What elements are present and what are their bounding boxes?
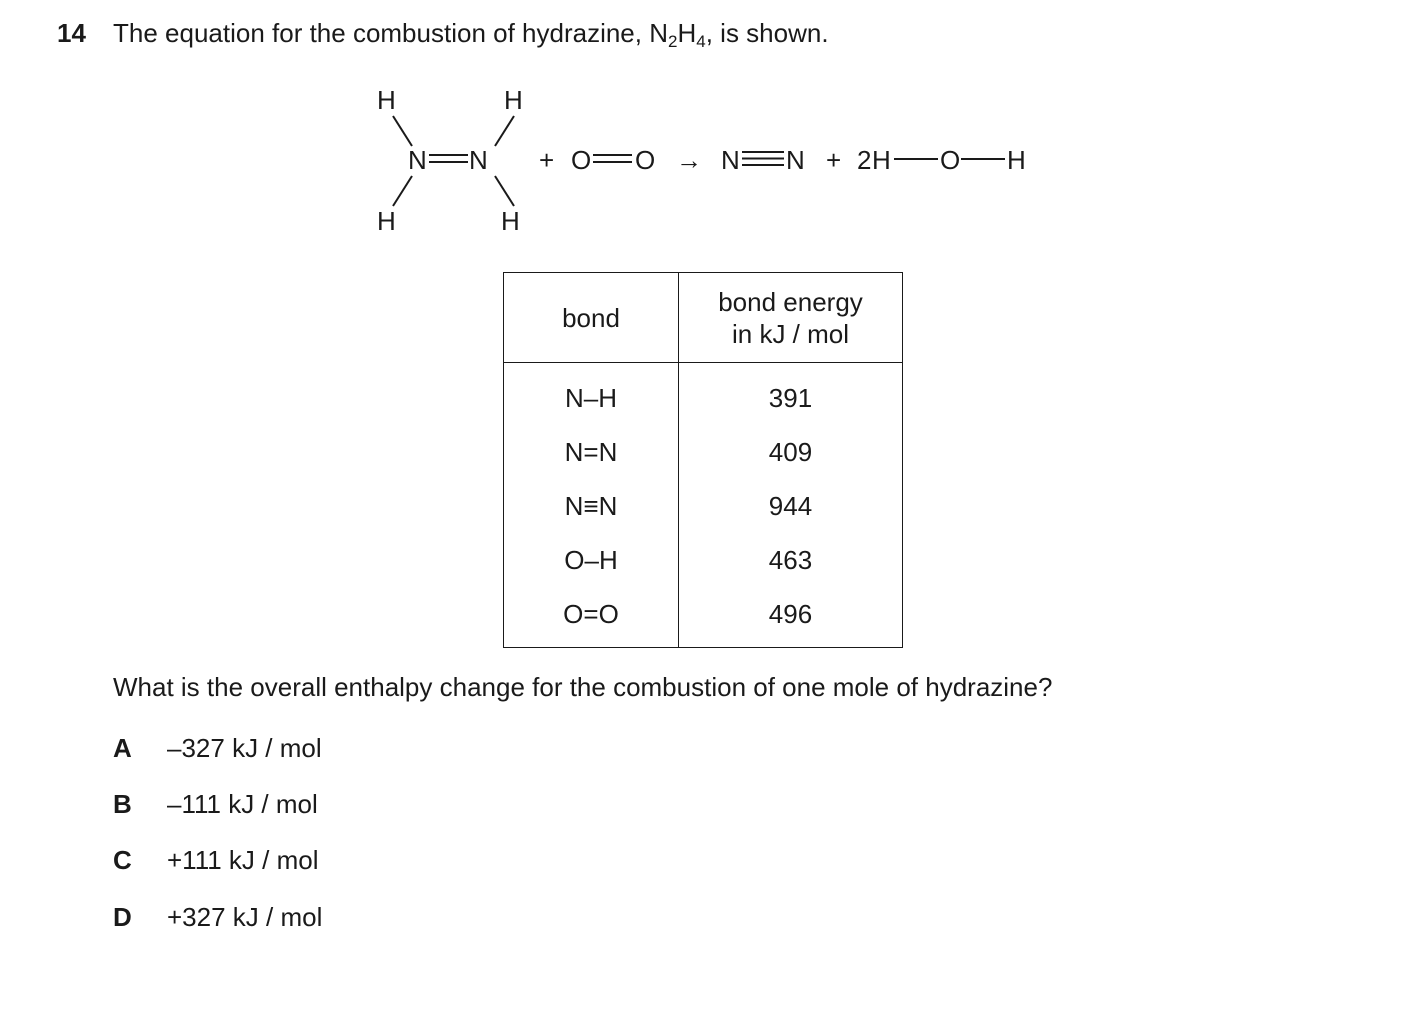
nitrogen-atom-left: N bbox=[721, 145, 740, 175]
reaction-arrow-icon: → bbox=[676, 145, 702, 175]
energy-cell: 944 bbox=[679, 479, 903, 533]
hydrazine-h-bottom-left: H bbox=[377, 206, 396, 236]
hydrazine-h-top-left: H bbox=[377, 85, 396, 115]
header-bond-energy bbox=[679, 273, 903, 363]
hydrazine-n-right: N bbox=[469, 145, 488, 175]
intro-text-h: H bbox=[677, 18, 697, 48]
water-h-left: H bbox=[872, 145, 891, 175]
oxygen-atom-left: O bbox=[571, 145, 592, 175]
option-letter: D bbox=[113, 902, 132, 932]
table-row bbox=[504, 533, 903, 587]
option-text: +327 kJ / mol bbox=[167, 902, 323, 932]
hydrazine-n-left: N bbox=[408, 145, 427, 175]
bond-line-nh-bottom-right bbox=[495, 176, 514, 206]
water-o: O bbox=[940, 145, 961, 175]
table-row bbox=[504, 425, 903, 479]
combustion-equation bbox=[360, 78, 1060, 238]
question-intro bbox=[113, 18, 829, 49]
header-bond: bond bbox=[504, 273, 679, 363]
nitrogen-atom-right: N bbox=[786, 145, 805, 175]
bond-cell: N≡N bbox=[504, 479, 679, 533]
answer-option-a[interactable] bbox=[113, 733, 322, 764]
bond-line-nh-top-left bbox=[393, 116, 412, 146]
table-row bbox=[504, 587, 903, 648]
option-text: –327 kJ / mol bbox=[167, 733, 322, 763]
header-energy-line1: bond energy bbox=[718, 286, 863, 317]
answer-option-b[interactable] bbox=[113, 789, 318, 820]
energy-cell: 496 bbox=[679, 587, 903, 648]
bond-energy-table bbox=[503, 272, 903, 648]
option-letter: A bbox=[113, 733, 132, 763]
intro-subscript-4: 4 bbox=[696, 32, 706, 51]
hydrazine-h-top-right: H bbox=[504, 85, 523, 115]
energy-cell: 409 bbox=[679, 425, 903, 479]
table-row bbox=[504, 479, 903, 533]
water-coefficient: 2 bbox=[857, 145, 872, 175]
table-row bbox=[504, 363, 903, 426]
bond-cell: O–H bbox=[504, 533, 679, 587]
intro-subscript-2: 2 bbox=[668, 32, 678, 51]
bond-line-nh-top-right bbox=[495, 116, 514, 146]
bond-cell: N=N bbox=[504, 425, 679, 479]
oxygen-atom-right: O bbox=[635, 145, 656, 175]
header-energy-line2: in kJ / mol bbox=[731, 318, 850, 349]
answer-option-d[interactable] bbox=[113, 902, 322, 933]
hydrazine-h-bottom-right: H bbox=[501, 206, 520, 236]
question-number: 14 bbox=[57, 18, 86, 48]
energy-cell: 391 bbox=[679, 363, 903, 426]
water-h-right: H bbox=[1007, 145, 1026, 175]
energy-cell: 463 bbox=[679, 533, 903, 587]
option-letter: C bbox=[113, 845, 132, 875]
plus-sign-2: + bbox=[826, 145, 842, 175]
bond-line-nh-bottom-left bbox=[393, 176, 412, 206]
option-letter: B bbox=[113, 789, 132, 819]
option-text: +111 kJ / mol bbox=[167, 845, 319, 875]
question-prompt: What is the overall enthalpy change for the combustion of one mole of hydrazine? bbox=[113, 672, 1053, 702]
intro-text-1: The equation for the combustion of hydrazine, N bbox=[113, 18, 668, 48]
option-text: –111 kJ / mol bbox=[167, 789, 318, 819]
plus-sign-1: + bbox=[539, 145, 555, 175]
bond-cell: N–H bbox=[504, 363, 679, 426]
table-header-row bbox=[504, 273, 903, 363]
answer-option-c[interactable] bbox=[113, 845, 319, 876]
bond-cell: O=O bbox=[504, 587, 679, 648]
intro-text-2: , is shown. bbox=[705, 18, 829, 48]
